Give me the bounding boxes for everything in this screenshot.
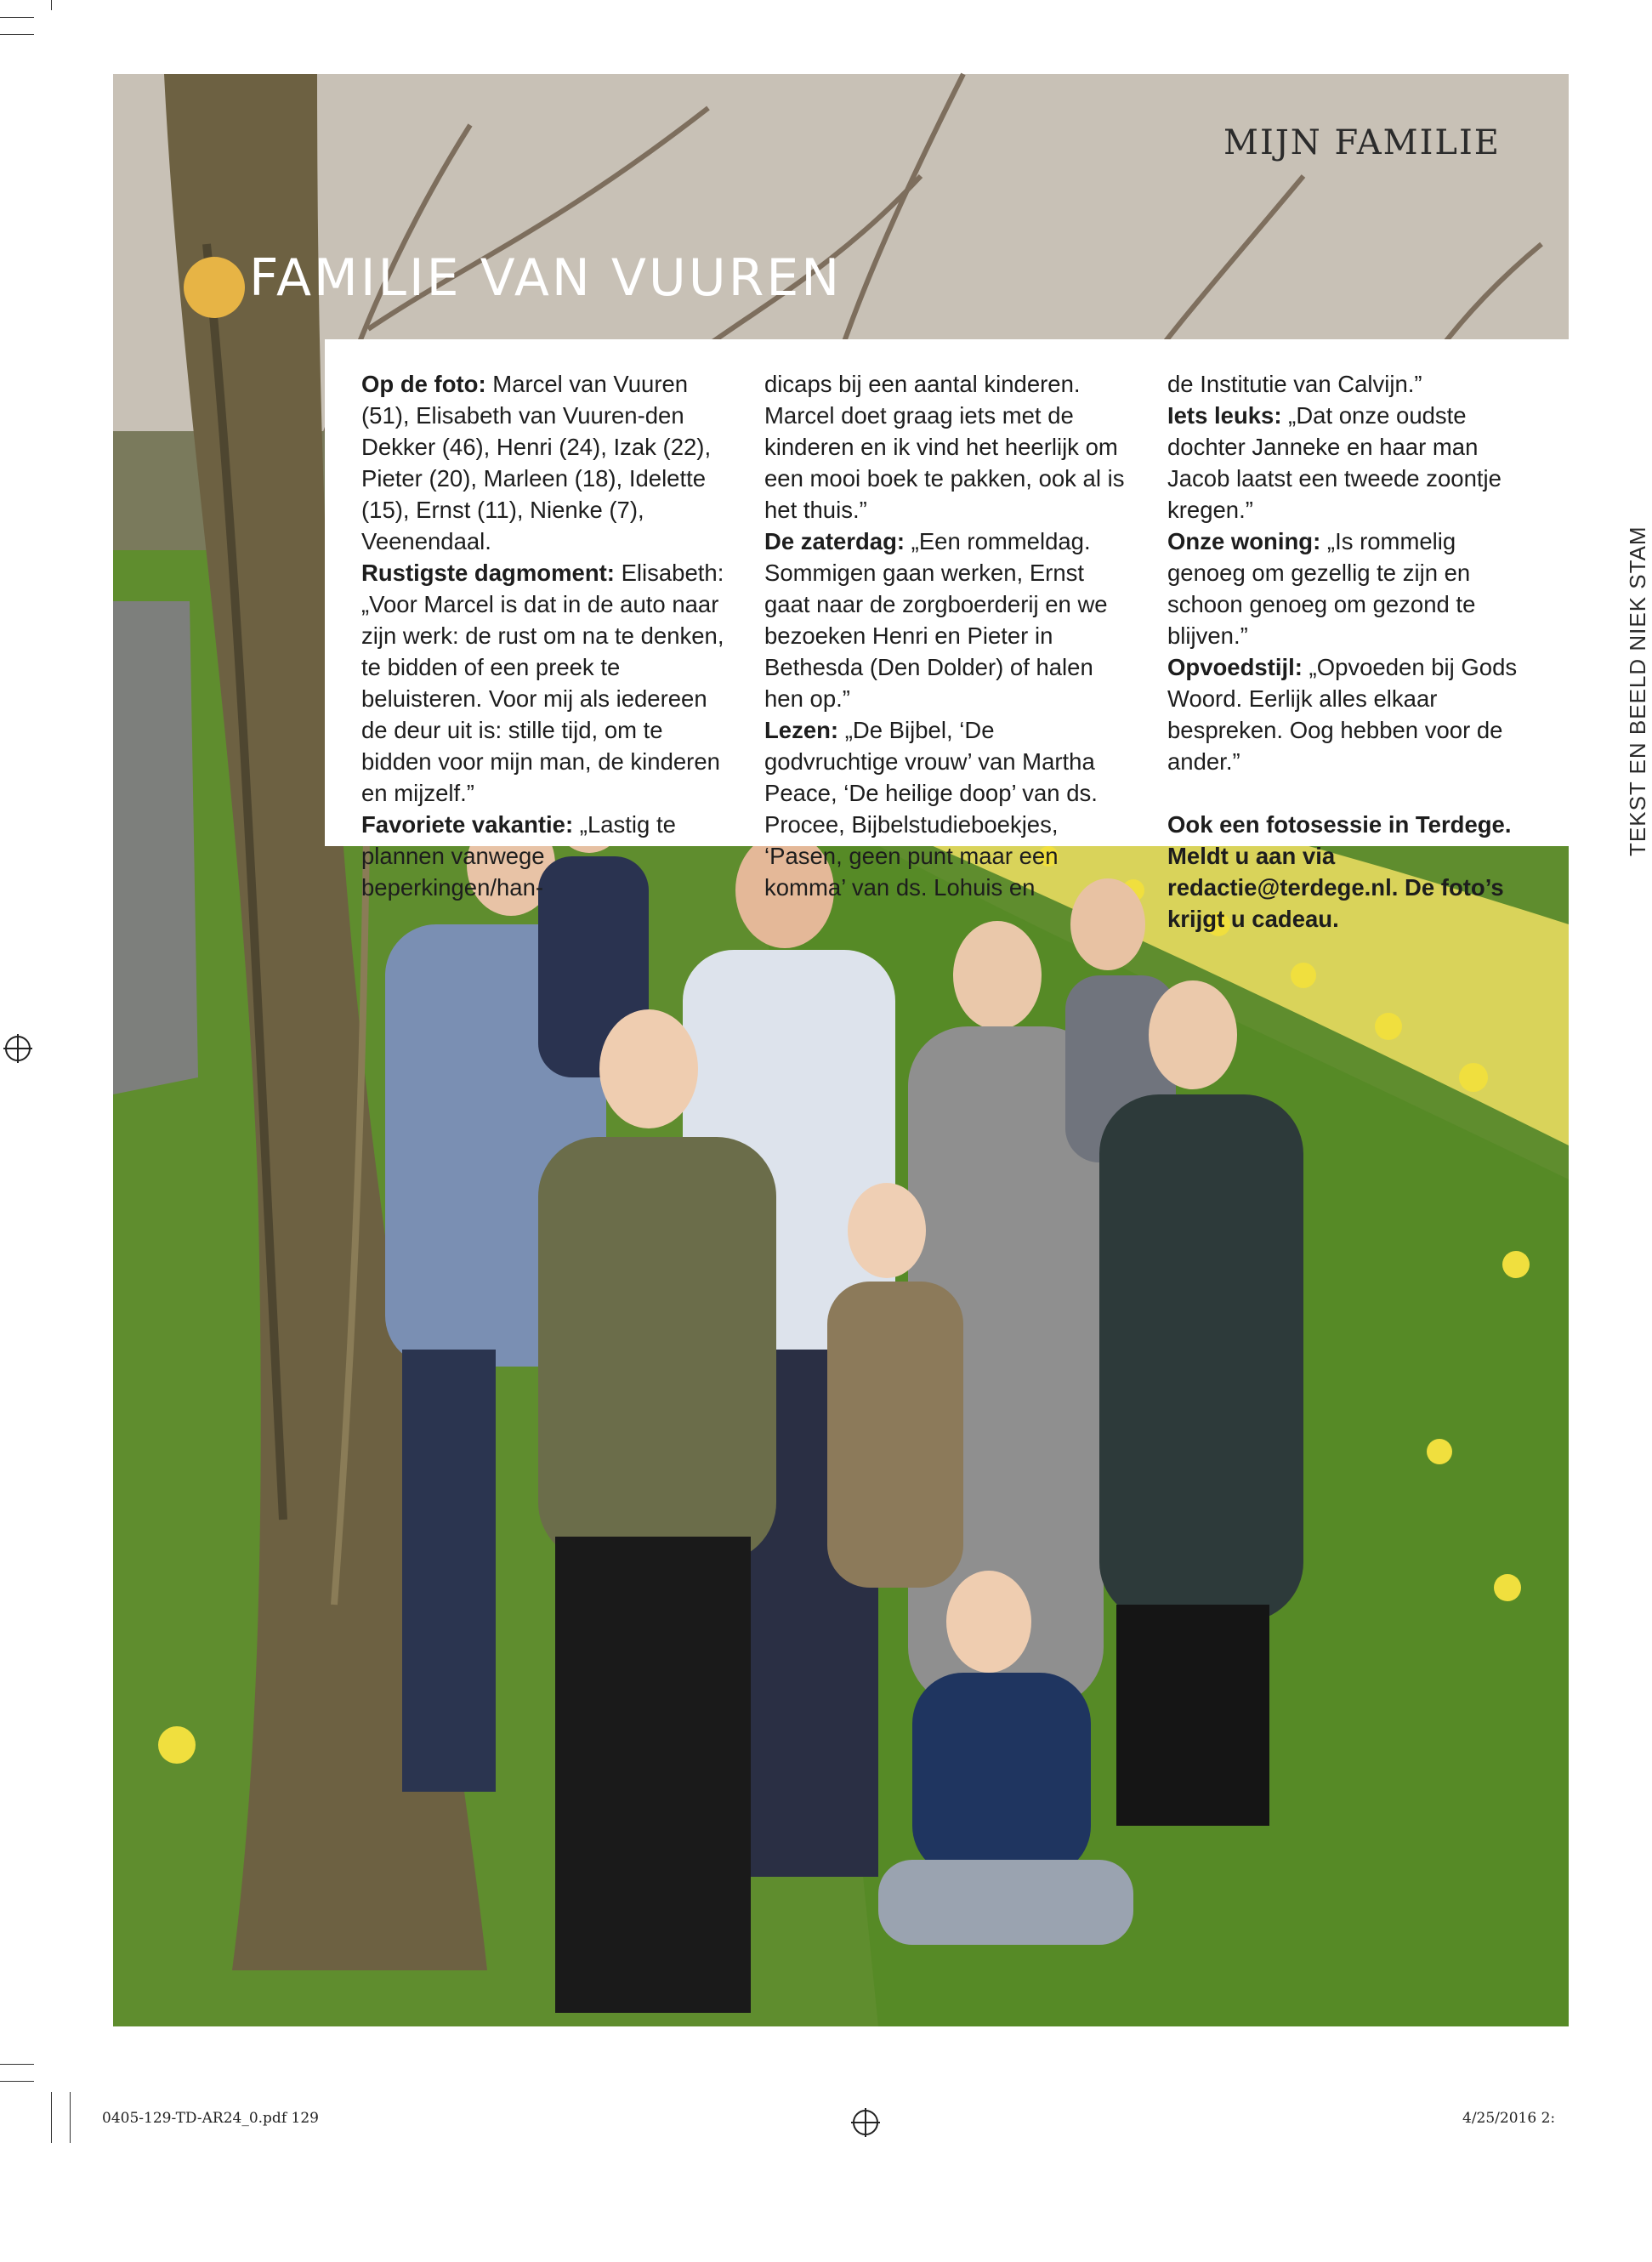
paragraph (1167, 400, 1531, 526)
label-lezen: Lezen: (764, 717, 839, 743)
paragraph (1167, 368, 1531, 400)
text-op-de-foto: Marcel van Vuuren (51), Elisabeth van Vuuren-den Dekker (46), Henri (24), Izak (22), Pieter (20), Marleen (18), Idelette (15), Ernst (11), Nienke (7), Veenendaal. (361, 371, 712, 554)
paragraph (361, 368, 725, 557)
paragraph (764, 368, 1128, 526)
text-rustigste-dagmoment: Elisabeth: „Voor Marcel is dat in de auto naar zijn werk: de rust om na te denken, te bidden of een preek te beluisteren. Voor mij als iedereen de deur uit is: stille tijd, om te bidden voor mijn man, de kinderen en mijzelf.” (361, 560, 724, 806)
label-opvoedstijl: Opvoedstijl: (1167, 654, 1303, 680)
text-continued: dicaps bij een aantal kinderen. Marcel doet graag iets met de kinderen en ik vind het heerlijk om een mooi boek te pakken, ook al is het thuis.” (764, 371, 1125, 523)
photo-credit-text: TEKST EN BEELD NIEK STAM (1625, 526, 1650, 856)
text-column-1 (361, 368, 725, 901)
paragraph (1167, 651, 1531, 777)
registration-mark-icon (853, 2110, 878, 2135)
text-favoriete-vakantie: „Lastig te plannen vanwege beperkingen/han- (361, 811, 676, 901)
text-de-zaterdag: „Een rommeldag. Sommigen gaan werken, Ernst gaat naar de zorgboerderij en we bezoeken Henri en Pieter in Bethesda (Den Dolder) of halen hen op.” (764, 528, 1108, 712)
photo-credit (1618, 526, 1652, 856)
label-onze-woning: Onze woning: (1167, 528, 1321, 554)
footer-file-slug: 0405-129-TD-AR24_0.pdf 129 (102, 2110, 319, 2127)
page-title: FAMILIE VAN VUUREN (249, 248, 843, 309)
crop-mark (51, 0, 52, 10)
crop-mark (51, 2092, 52, 2143)
paragraph (1167, 526, 1531, 651)
label-favoriete-vakantie: Favoriete vakantie: (361, 811, 574, 838)
label-de-zaterdag: De zaterdag: (764, 528, 905, 554)
footer-date: 4/25/2016 2: (1462, 2110, 1556, 2127)
label-rustigste-dagmoment: Rustigste dagmoment: (361, 560, 615, 586)
label-op-de-foto: Op de foto: (361, 371, 486, 397)
crop-mark (0, 2081, 34, 2082)
paragraph (361, 809, 725, 903)
accent-dot-icon (184, 257, 245, 318)
paragraph (764, 714, 1128, 903)
paragraph (361, 557, 725, 809)
crop-mark (0, 34, 34, 35)
crop-mark (70, 2092, 71, 2143)
crop-mark (0, 17, 34, 18)
call-to-action: Ook een fotosessie in Terdege. Meldt u aan via redactie@terdege.nl. De foto’s krijgt u cadeau. (1167, 811, 1512, 932)
section-label: MIJN FAMILIE (1223, 123, 1501, 162)
crop-mark (0, 2064, 34, 2065)
text-column-2 (764, 368, 1128, 901)
family-photo (113, 74, 1650, 2026)
registration-mark-icon (5, 1036, 31, 1061)
text-onze-woning: „Is rommelig genoeg om gezellig te zijn en schoon genoeg om gezond te blijven.” (1167, 528, 1476, 649)
text-opvoedstijl: „Opvoeden bij Gods Woord. Eerlijk alles elkaar bespreken. Oog hebben voor de ander.” (1167, 654, 1518, 775)
label-iets-leuks: Iets leuks: (1167, 402, 1282, 429)
text-column-3 (1167, 368, 1531, 932)
article-text-box (325, 339, 1569, 932)
text-lezen: „De Bijbel, ‘De godvruchtige vrouw’ van Martha Peace, ‘De heilige doop’ van ds. Procee, Bijbelstudieboekjes, ‘Pasen, geen punt maar een komma’ van ds. Lohuis en (764, 717, 1098, 901)
text-continued: de Institutie van Calvijn.” (1167, 371, 1422, 397)
text-iets-leuks: „Dat onze oudste dochter Janneke en haar man Jacob laatst een tweede zoontje kregen.” (1167, 402, 1502, 523)
paragraph (764, 526, 1128, 714)
